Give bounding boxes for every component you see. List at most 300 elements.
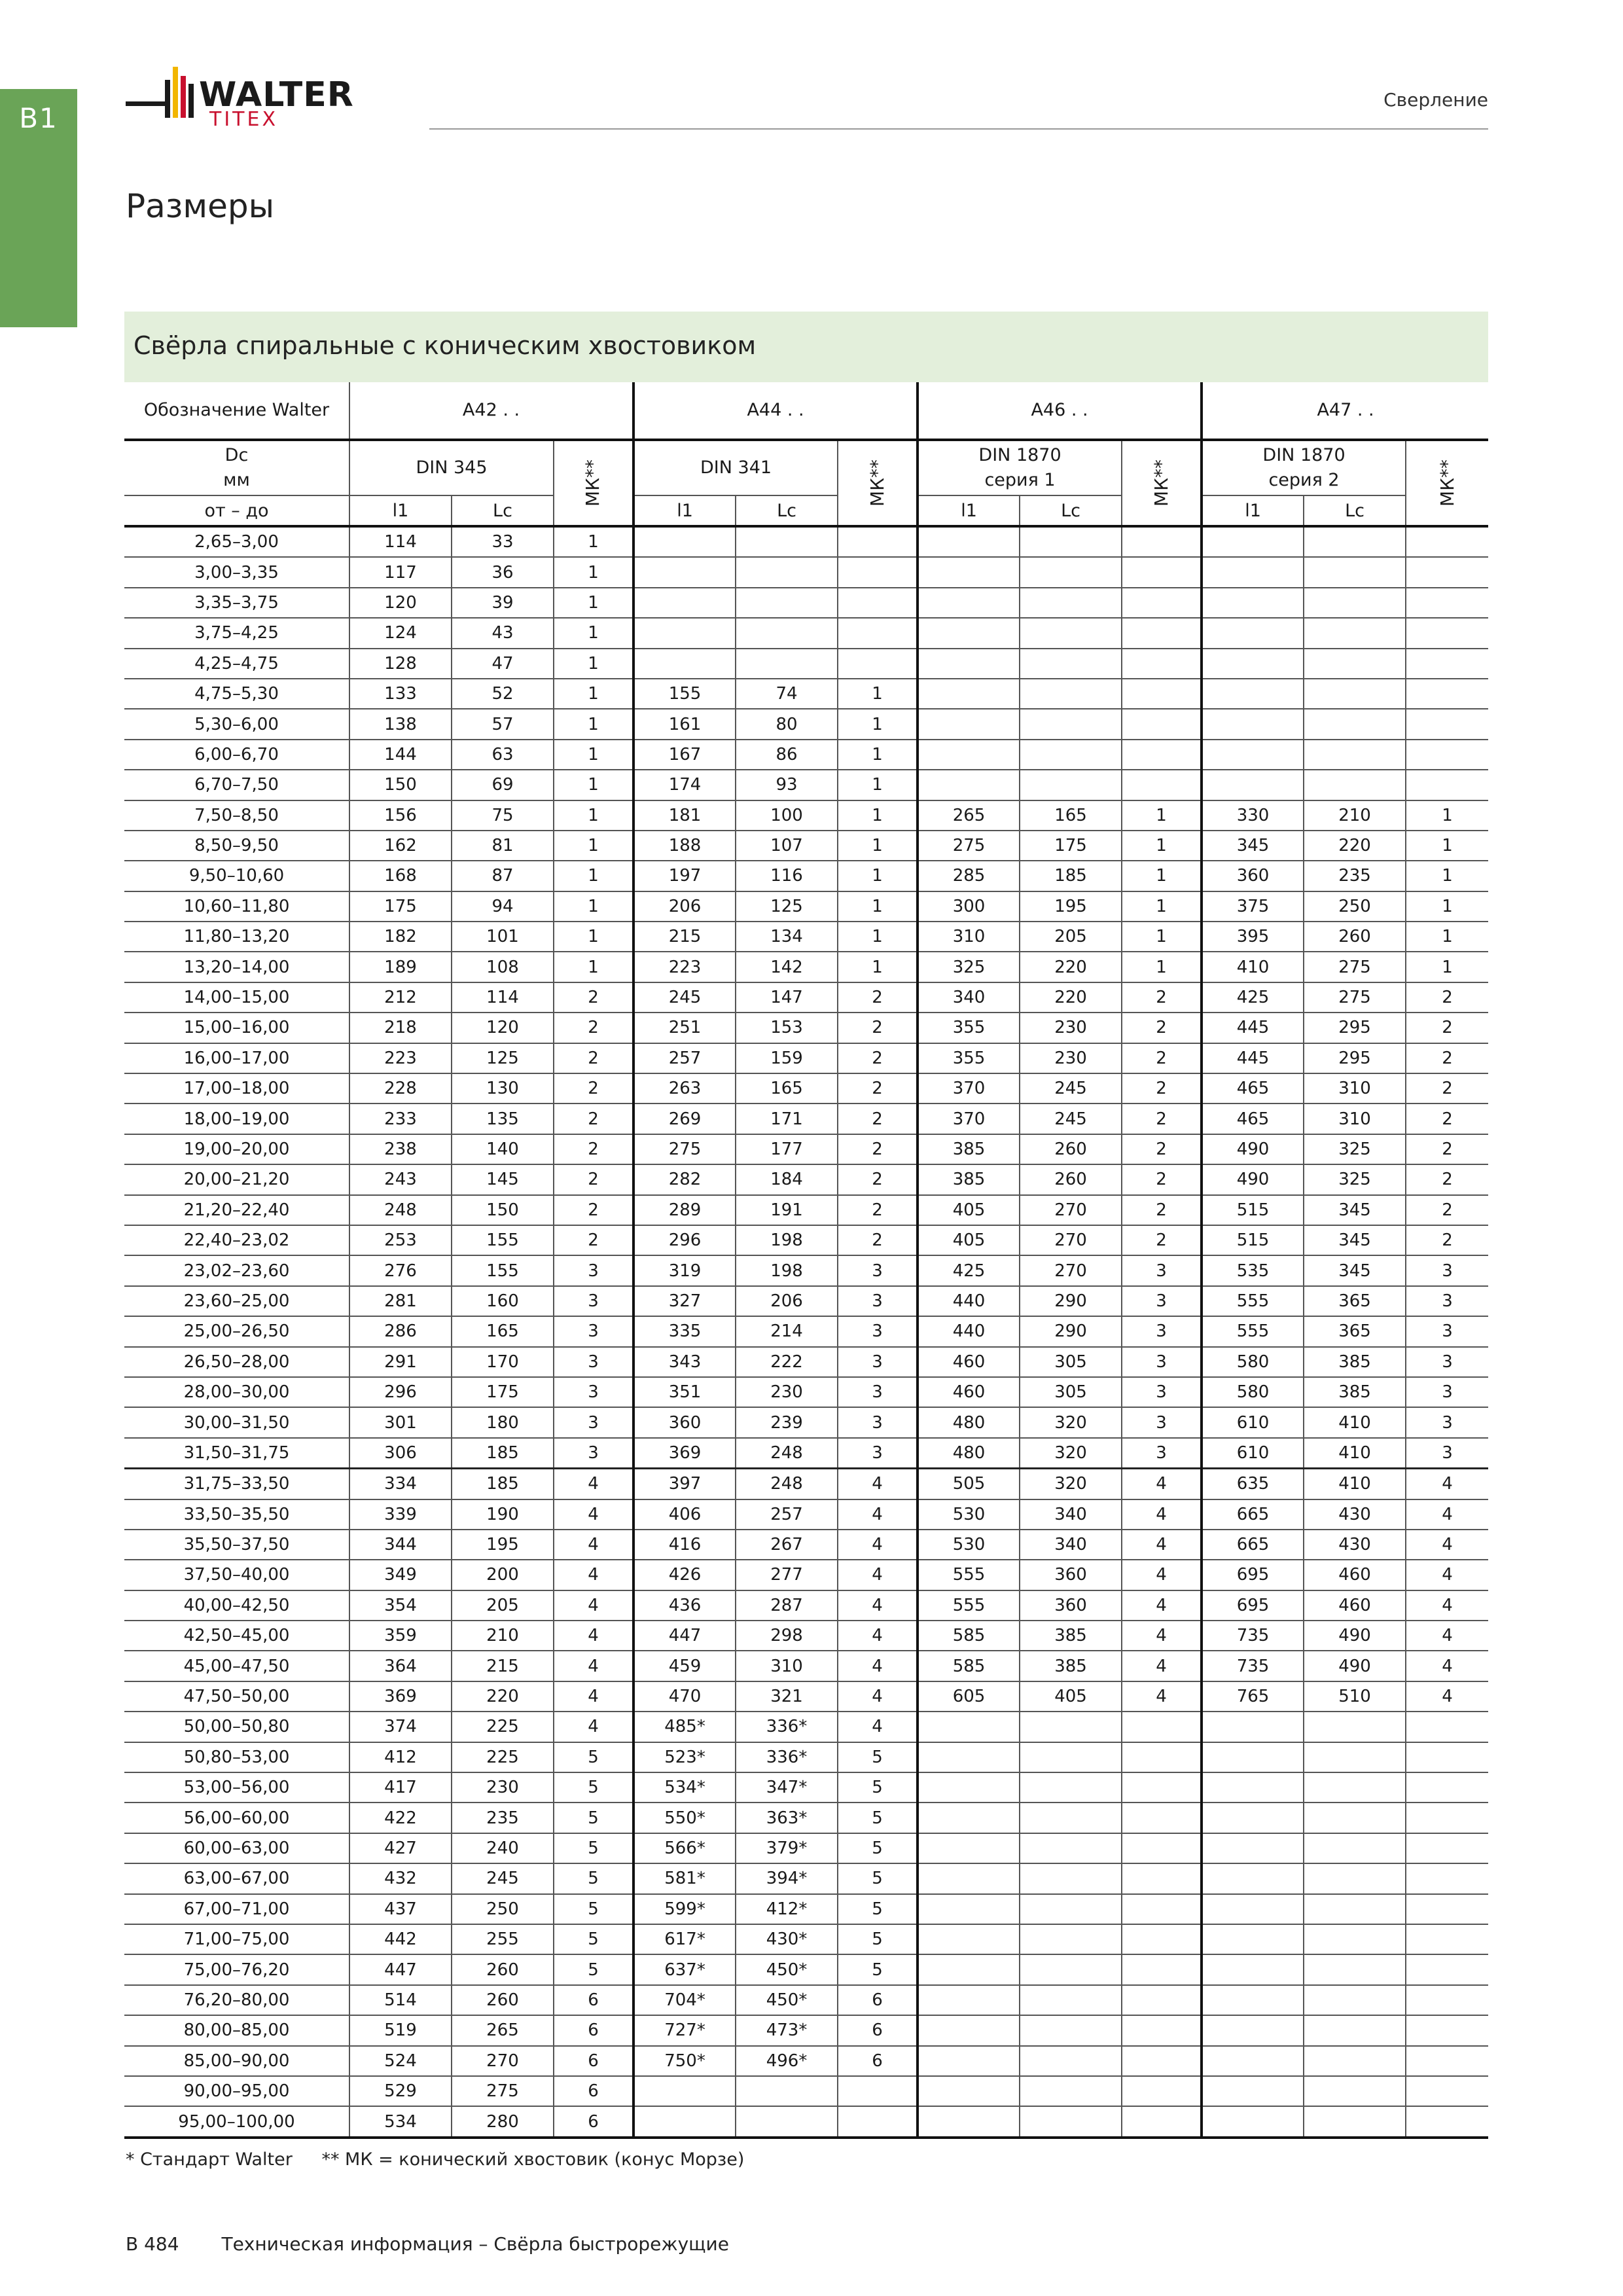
cell-a44-mk [838,649,918,679]
cell-a42-lc: 114 [452,982,554,1013]
standard-din-1870-series-2: DIN 1870 серия 2 [1202,440,1406,495]
cell-a46-lc [1020,1924,1122,1954]
cell-a46-lc: 340 [1020,1499,1122,1530]
cell-a42-mk: 5 [554,1954,633,1984]
cell-a42-lc: 235 [452,1803,554,1833]
cell-a44-lc: 347* [736,1772,838,1803]
cell-a44-l1 [633,649,736,679]
cell-a46-lc: 360 [1020,1590,1122,1621]
cell-a47-lc [1304,1742,1406,1772]
cell-a47-l1 [1202,740,1304,770]
cell-a44-lc: 191 [736,1195,838,1225]
cell-a47-l1: 375 [1202,891,1304,922]
cell-a47-lc [1304,1954,1406,1984]
cell-a44-l1: 617* [633,1924,736,1954]
cell-a46-lc [1020,2076,1122,2106]
cell-a44-mk [838,618,918,648]
cell-a46-lc [1020,1894,1122,1924]
cell-a42-l1: 306 [349,1438,452,1469]
cell-a44-l1: 550* [633,1803,736,1833]
table-row [124,1985,1488,2015]
cell-a47-l1 [1202,1954,1304,1984]
cell-a47-lc [1304,618,1406,648]
cell-a46-mk [1122,1985,1202,2015]
header-rule [429,128,1488,130]
cell-a47-mk [1406,709,1488,739]
cell-a42-lc: 175 [452,1377,554,1407]
mk-header: МК** [1406,440,1488,526]
cell-a47-mk: 2 [1406,1013,1488,1043]
cell-a46-mk: 3 [1122,1438,1202,1469]
table-row [124,982,1488,1013]
cell-a44-lc: 159 [736,1043,838,1073]
cell-a44-l1: 581* [633,1863,736,1893]
cell-a42-lc: 250 [452,1894,554,1924]
table-row [124,1043,1488,1073]
cell-a46-l1 [918,618,1020,648]
footnotes [126,2149,768,2170]
standard-din-1870-series-1: DIN 1870 серия 1 [918,440,1122,495]
cell-range: 16,00–17,00 [124,1043,349,1073]
cell-a47-mk: 2 [1406,1164,1488,1194]
cell-a44-lc: 239 [736,1407,838,1437]
cell-a42-lc: 260 [452,1954,554,1984]
cell-a44-lc: 277 [736,1560,838,1590]
cell-a42-lc: 240 [452,1833,554,1863]
cell-a44-mk: 6 [838,1985,918,2015]
cell-a42-mk: 3 [554,1438,633,1469]
cell-a47-mk: 1 [1406,861,1488,891]
designation-header: Обозначение Walter [124,382,349,440]
cell-a46-l1 [918,1712,1020,1742]
cell-a47-l1: 410 [1202,952,1304,982]
cell-a44-lc: 336* [736,1742,838,1772]
cell-a42-l1: 120 [349,588,452,618]
cell-a46-mk [1122,1742,1202,1772]
cell-a42-lc: 43 [452,618,554,648]
cell-a47-lc: 295 [1304,1013,1406,1043]
cell-range: 85,00–90,00 [124,2046,349,2076]
cell-a47-lc [1304,2076,1406,2106]
cell-a46-lc [1020,1833,1122,1863]
cell-a47-mk: 2 [1406,1073,1488,1103]
cell-a47-mk [1406,1742,1488,1772]
cell-a46-lc [1020,1954,1122,1984]
cell-a42-mk: 4 [554,1590,633,1621]
cell-a42-mk: 1 [554,588,633,618]
cell-a46-mk: 2 [1122,1043,1202,1073]
cell-a44-mk: 2 [838,1195,918,1225]
table-row [124,1621,1488,1651]
cell-a42-lc: 220 [452,1681,554,1712]
cell-a44-lc: 248 [736,1438,838,1469]
cell-a46-mk [1122,740,1202,770]
cell-a42-lc: 160 [452,1286,554,1316]
cell-a42-l1: 175 [349,891,452,922]
cell-a44-mk: 4 [838,1681,918,1712]
cell-a47-l1: 445 [1202,1013,1304,1043]
cell-a44-mk: 1 [838,952,918,982]
cell-a47-mk: 2 [1406,1134,1488,1164]
cell-range: 31,75–33,50 [124,1469,349,1499]
cell-range: 45,00–47,50 [124,1651,349,1681]
table-row [124,891,1488,922]
cell-a44-l1: 369 [633,1438,736,1469]
cell-a46-l1 [918,740,1020,770]
cell-a44-mk: 5 [838,1863,918,1893]
cell-a44-l1 [633,557,736,587]
cell-a47-lc [1304,740,1406,770]
cell-a44-l1: 637* [633,1954,736,1984]
cell-a42-mk: 1 [554,861,633,891]
cell-a46-mk [1122,526,1202,557]
cell-a42-mk: 6 [554,2015,633,2045]
lc-header: Lc [1304,495,1406,526]
cell-a46-mk [1122,1954,1202,1984]
cell-a44-l1: 161 [633,709,736,739]
cell-a47-l1: 465 [1202,1073,1304,1103]
table-row [124,800,1488,831]
cell-a42-l1: 437 [349,1894,452,1924]
cell-a46-mk [1122,709,1202,739]
table-body [124,526,1488,2138]
cell-a42-mk: 5 [554,1924,633,1954]
cell-a44-l1: 167 [633,740,736,770]
cell-a42-mk: 2 [554,1043,633,1073]
cell-a46-l1 [918,2076,1020,2106]
cell-a46-l1 [918,588,1020,618]
cell-a42-mk: 1 [554,526,633,557]
cell-a46-l1: 530 [918,1499,1020,1530]
cell-a42-l1: 339 [349,1499,452,1530]
table-row [124,1225,1488,1255]
cell-a47-mk: 4 [1406,1651,1488,1681]
cell-a42-l1: 162 [349,831,452,861]
cell-a42-l1: 519 [349,2015,452,2045]
table-row [124,1894,1488,1924]
cell-a44-lc: 310 [736,1651,838,1681]
cell-a47-lc: 325 [1304,1164,1406,1194]
cell-a42-mk: 4 [554,1621,633,1651]
cell-a46-lc: 290 [1020,1286,1122,1316]
cell-a46-lc: 305 [1020,1347,1122,1377]
cell-a44-mk: 6 [838,2015,918,2045]
cell-a47-mk: 4 [1406,1621,1488,1651]
cell-a42-lc: 57 [452,709,554,739]
cell-a44-l1: 459 [633,1651,736,1681]
lc-header: Lc [736,495,838,526]
cell-a44-mk: 1 [838,679,918,709]
group-header-a47: A47 . . [1202,382,1488,440]
cell-a46-lc [1020,1803,1122,1833]
cell-a44-lc: 222 [736,1347,838,1377]
cell-range: 9,50–10,60 [124,861,349,891]
group-header-a46: A46 . . [918,382,1202,440]
cell-a47-l1: 360 [1202,861,1304,891]
cell-range: 19,00–20,00 [124,1134,349,1164]
cell-a44-mk: 4 [838,1651,918,1681]
cell-a42-mk: 1 [554,770,633,800]
cell-a47-lc: 510 [1304,1681,1406,1712]
cell-a46-l1: 505 [918,1469,1020,1499]
cell-range: 80,00–85,00 [124,2015,349,2045]
cell-a46-mk: 1 [1122,891,1202,922]
cell-a47-lc [1304,2015,1406,2045]
cell-a46-lc [1020,1712,1122,1742]
cell-range: 31,50–31,75 [124,1438,349,1469]
cell-a46-lc: 320 [1020,1438,1122,1469]
cell-a47-lc [1304,2106,1406,2137]
cell-a47-lc: 235 [1304,861,1406,891]
cell-a42-mk: 3 [554,1377,633,1407]
cell-a44-l1: 257 [633,1043,736,1073]
cell-a42-l1: 442 [349,1924,452,1954]
cell-a47-lc: 430 [1304,1530,1406,1560]
cell-a44-mk: 3 [838,1438,918,1469]
cell-a47-lc: 275 [1304,952,1406,982]
cell-a47-lc: 220 [1304,831,1406,861]
cell-a44-lc: 450* [736,1985,838,2015]
cell-a42-l1: 156 [349,800,452,831]
cell-a47-lc [1304,1894,1406,1924]
cell-a42-mk: 5 [554,1803,633,1833]
cell-a46-l1: 300 [918,891,1020,922]
cell-a47-l1 [1202,1894,1304,1924]
cell-a47-lc: 410 [1304,1407,1406,1437]
cell-a42-l1: 128 [349,649,452,679]
cell-a46-l1 [918,679,1020,709]
cell-a44-l1: 289 [633,1195,736,1225]
cell-a47-mk: 4 [1406,1499,1488,1530]
table-row [124,1073,1488,1103]
cell-a46-mk: 1 [1122,831,1202,861]
cell-a47-mk: 3 [1406,1377,1488,1407]
table-row [124,1833,1488,1863]
cell-a42-lc: 47 [452,649,554,679]
cell-a44-mk: 1 [838,831,918,861]
cell-a47-l1: 515 [1202,1225,1304,1255]
cell-a47-l1: 465 [1202,1103,1304,1134]
cell-a46-mk: 1 [1122,952,1202,982]
cell-a46-mk: 1 [1122,861,1202,891]
cell-a47-mk: 4 [1406,1469,1488,1499]
cell-a47-l1: 535 [1202,1255,1304,1285]
cell-a46-lc [1020,709,1122,739]
cell-a44-l1: 327 [633,1286,736,1316]
cell-a44-mk: 4 [838,1590,918,1621]
cell-a44-lc: 336* [736,1712,838,1742]
table-row [124,861,1488,891]
cell-a42-mk: 2 [554,1225,633,1255]
table-row [124,1164,1488,1194]
section-label: Сверление [1383,89,1488,111]
cell-a47-l1 [1202,649,1304,679]
cell-a47-l1 [1202,2076,1304,2106]
cell-a47-mk [1406,557,1488,587]
cell-a46-l1: 585 [918,1651,1020,1681]
cell-a42-mk: 2 [554,982,633,1013]
cell-a46-lc [1020,1985,1122,2015]
cell-a47-lc: 345 [1304,1195,1406,1225]
cell-a44-mk: 1 [838,770,918,800]
group-header-a42: A42 . . [349,382,633,440]
cell-range: 67,00–71,00 [124,1894,349,1924]
table-row [124,1499,1488,1530]
cell-a44-lc: 125 [736,891,838,922]
cell-a42-mk: 3 [554,1407,633,1437]
cell-a42-l1: 349 [349,1560,452,1590]
cell-a46-l1: 460 [918,1347,1020,1377]
cell-a47-mk [1406,2106,1488,2137]
cell-a44-lc: 321 [736,1681,838,1712]
cell-a47-mk: 1 [1406,891,1488,922]
l1-header: l1 [1202,495,1304,526]
table-row [124,1377,1488,1407]
cell-a47-mk [1406,770,1488,800]
cell-range: 10,60–11,80 [124,891,349,922]
cell-a42-lc: 185 [452,1469,554,1499]
cell-a42-lc: 120 [452,1013,554,1043]
cell-range: 17,00–18,00 [124,1073,349,1103]
cell-a44-mk: 4 [838,1560,918,1590]
cell-a47-mk: 1 [1406,800,1488,831]
cell-range: 47,50–50,00 [124,1681,349,1712]
cell-a42-mk: 1 [554,831,633,861]
cell-range: 21,20–22,40 [124,1195,349,1225]
cell-a46-lc: 270 [1020,1225,1122,1255]
cell-a44-l1: 155 [633,679,736,709]
cell-a47-l1: 330 [1202,800,1304,831]
cell-a42-mk: 5 [554,1833,633,1863]
cell-a47-l1 [1202,770,1304,800]
table-row [124,1560,1488,1590]
cell-range: 8,50–9,50 [124,831,349,861]
cell-a46-mk [1122,1833,1202,1863]
cell-a42-l1: 276 [349,1255,452,1285]
cell-a46-l1 [918,2106,1020,2137]
cell-a47-lc [1304,588,1406,618]
cell-a46-lc: 245 [1020,1073,1122,1103]
cell-range: 90,00–95,00 [124,2076,349,2106]
cell-a46-mk: 2 [1122,1134,1202,1164]
cell-a46-lc: 195 [1020,891,1122,922]
cell-a42-l1: 228 [349,1073,452,1103]
cell-a42-mk: 5 [554,1894,633,1924]
cell-a47-mk: 1 [1406,831,1488,861]
cell-a44-l1: 197 [633,861,736,891]
cell-a47-mk [1406,1894,1488,1924]
cell-a44-l1: 269 [633,1103,736,1134]
cell-a42-lc: 170 [452,1347,554,1377]
cell-a44-lc: 267 [736,1530,838,1560]
cell-a44-mk: 2 [838,1225,918,1255]
cell-a42-lc: 33 [452,526,554,557]
cell-a42-mk: 1 [554,952,633,982]
cell-a42-l1: 248 [349,1195,452,1225]
cell-a44-lc: 206 [736,1286,838,1316]
cell-a44-mk: 4 [838,1621,918,1651]
cell-a42-lc: 205 [452,1590,554,1621]
l1-header: l1 [918,495,1020,526]
cell-a47-lc: 295 [1304,1043,1406,1073]
cell-a42-l1: 514 [349,1985,452,2015]
cell-range: 14,00–15,00 [124,982,349,1013]
cell-a46-l1 [918,709,1020,739]
cell-a46-l1: 405 [918,1195,1020,1225]
cell-a47-mk: 2 [1406,1103,1488,1134]
cell-a44-l1: 174 [633,770,736,800]
cell-a42-mk: 3 [554,1286,633,1316]
cell-a42-mk: 1 [554,891,633,922]
cell-a44-lc: 257 [736,1499,838,1530]
cell-a47-l1 [1202,2015,1304,2045]
table-row [124,618,1488,648]
table-row [124,740,1488,770]
cell-range: 50,00–50,80 [124,1712,349,1742]
cell-a46-l1 [918,1833,1020,1863]
table-row [124,1530,1488,1560]
standard-din-341: DIN 341 [633,440,838,495]
cell-a46-l1: 605 [918,1681,1020,1712]
cell-a44-lc: 86 [736,740,838,770]
cell-range: 15,00–16,00 [124,1013,349,1043]
cell-a42-lc: 230 [452,1772,554,1803]
cell-a47-lc: 365 [1304,1286,1406,1316]
cell-a44-lc: 198 [736,1225,838,1255]
cell-a46-lc [1020,1742,1122,1772]
cell-a42-l1: 417 [349,1772,452,1803]
cell-a46-l1 [918,1803,1020,1833]
cell-a42-lc: 215 [452,1651,554,1681]
cell-a44-mk: 5 [838,1954,918,1984]
cell-a42-lc: 265 [452,2015,554,2045]
cell-range: 95,00–100,00 [124,2106,349,2137]
cell-a46-mk [1122,588,1202,618]
cell-a46-l1: 555 [918,1560,1020,1590]
cell-a47-l1: 445 [1202,1043,1304,1073]
cell-a46-l1 [918,526,1020,557]
cell-a44-l1: 188 [633,831,736,861]
cell-a44-l1: 704* [633,1985,736,2015]
table-row [124,2015,1488,2045]
cell-a42-l1: 364 [349,1651,452,1681]
cell-range: 30,00–31,50 [124,1407,349,1437]
cell-a47-mk: 1 [1406,922,1488,952]
footnote-mk: ** МК = конический хвостовик (конус Морзе) [321,2149,745,2170]
footnote-walter-standard: * Стандарт Walter [126,2149,293,2170]
table-row [124,588,1488,618]
cell-a46-l1: 585 [918,1621,1020,1651]
cell-a44-lc: 248 [736,1469,838,1499]
cell-a42-lc: 125 [452,1043,554,1073]
cell-a47-l1 [1202,1803,1304,1833]
table-row [124,1195,1488,1225]
cell-range: 4,75–5,30 [124,679,349,709]
cell-a44-l1: 296 [633,1225,736,1255]
cell-a42-l1: 189 [349,952,452,982]
cell-a42-mk: 2 [554,1134,633,1164]
cell-a47-lc [1304,709,1406,739]
cell-a47-mk: 4 [1406,1681,1488,1712]
cell-a46-l1: 440 [918,1286,1020,1316]
cell-range: 25,00–26,50 [124,1316,349,1346]
cell-a47-l1: 580 [1202,1347,1304,1377]
cell-a44-mk: 3 [838,1407,918,1437]
cell-a46-mk: 4 [1122,1499,1202,1530]
cell-a46-l1: 460 [918,1377,1020,1407]
cell-a44-mk [838,2076,918,2106]
cell-a46-l1 [918,649,1020,679]
